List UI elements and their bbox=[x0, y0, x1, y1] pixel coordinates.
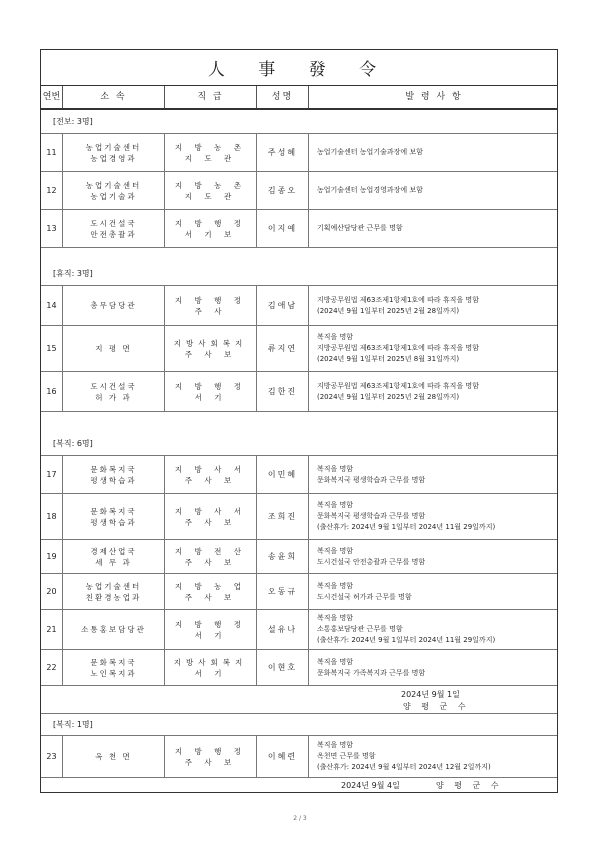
row-department bbox=[63, 286, 165, 325]
row-description-line: 기획예산담당관 근무를 명함 bbox=[317, 224, 403, 232]
row-number bbox=[41, 286, 63, 325]
table-row bbox=[41, 172, 557, 210]
page-title: 人 事 發 令 bbox=[41, 50, 557, 86]
row-rank-line: 지 방 행 정 bbox=[174, 295, 247, 305]
row-name bbox=[257, 210, 309, 247]
row-description-line: (출산휴가: 2024년 9월 1일부터 2024년 11월 29일까지) bbox=[317, 523, 496, 531]
row-description-line: 농업기술센터 농업기술과장에 보함 bbox=[317, 148, 423, 156]
row-name-line: 김애남 bbox=[267, 301, 298, 310]
row-rank-line: 지 방 행 정 bbox=[174, 746, 247, 756]
row-number bbox=[41, 326, 63, 371]
row-name-line: 송윤희 bbox=[267, 552, 298, 561]
row-name bbox=[257, 650, 309, 685]
row-rank-line: 지방사회복지 bbox=[173, 338, 248, 348]
row-description-line: 지방공무원법 제63조제1항제1호에 따라 휴직을 명함 bbox=[317, 295, 479, 304]
row-name bbox=[257, 286, 309, 325]
row-description-line: (2024년 9월 1일부터 2025년 8월 31일까지) bbox=[317, 355, 460, 363]
table-row bbox=[41, 286, 557, 326]
row-description bbox=[309, 172, 557, 209]
row-description bbox=[309, 456, 557, 493]
row-description-line: (2024년 9월 1일부터 2025년 2월 28일까지) bbox=[317, 306, 460, 315]
row-number bbox=[41, 610, 63, 649]
row-number bbox=[41, 210, 63, 247]
row-department-line: 평생학습과 bbox=[90, 517, 137, 527]
row-rank bbox=[165, 540, 257, 573]
row-name-line: 이현호 bbox=[267, 663, 298, 672]
row-name bbox=[257, 134, 309, 171]
row-number bbox=[41, 650, 63, 685]
section-return: [복직: 6명] bbox=[41, 432, 557, 456]
row-description-line: 복직을 명함 bbox=[317, 546, 354, 555]
row-department-line: 안전총괄과 bbox=[90, 229, 137, 239]
table-row bbox=[41, 456, 557, 494]
row-department bbox=[63, 574, 165, 609]
row-rank-line: 서 기 bbox=[194, 392, 227, 402]
row-name bbox=[257, 574, 309, 609]
row-description bbox=[309, 736, 557, 777]
row-department-line: 문화복지국 bbox=[90, 506, 137, 516]
row-number-line: 15 bbox=[46, 344, 57, 353]
row-rank-line: 서 기 bbox=[194, 668, 227, 678]
row-rank-line: 주 사 보 bbox=[184, 517, 237, 527]
row-department-line: 도시건설국 bbox=[90, 381, 137, 391]
page-number: 2 / 3 bbox=[293, 815, 307, 822]
row-number-line: 20 bbox=[46, 587, 57, 596]
row-description bbox=[309, 372, 557, 411]
row-rank-line: 지 방 전 산 bbox=[174, 546, 247, 556]
header-desc: 발 령 사 항 bbox=[405, 92, 463, 102]
row-name-line: 이혜련 bbox=[267, 752, 298, 761]
row-description-line: 복직을 명함 bbox=[317, 501, 354, 509]
table-row bbox=[41, 540, 557, 574]
row-name-line: 조희진 bbox=[267, 512, 298, 521]
row-number-line: 14 bbox=[46, 301, 57, 310]
row-description-line: 복직을 명함 bbox=[317, 614, 354, 622]
row-name-line: 주성혜 bbox=[267, 148, 298, 157]
row-rank-line: 주 사 보 bbox=[184, 757, 237, 767]
table-row bbox=[41, 372, 557, 412]
table-row bbox=[41, 574, 557, 610]
table-row bbox=[41, 650, 557, 686]
section-return-2: [복직: 1명] bbox=[41, 714, 557, 736]
row-department bbox=[63, 610, 165, 649]
row-rank bbox=[165, 574, 257, 609]
section-transfer: [전보: 3명] bbox=[41, 110, 557, 134]
row-description bbox=[309, 540, 557, 573]
row-number-line: 16 bbox=[46, 387, 57, 396]
row-rank bbox=[165, 286, 257, 325]
section-leave: [휴직: 3명] bbox=[41, 262, 557, 286]
row-description-line: 문화복지국 평생학습과 근무를 명함 bbox=[317, 512, 426, 520]
row-rank bbox=[165, 134, 257, 171]
sign-org-2: 양 평 군 수 bbox=[436, 781, 503, 790]
row-description-line: (출산휴가: 2024년 9월 4일부터 2024년 12월 2일까지) bbox=[317, 763, 491, 771]
header-name: 성명 bbox=[257, 86, 309, 108]
header-dept: 소 속 bbox=[63, 86, 165, 108]
row-number bbox=[41, 494, 63, 539]
row-rank-line: 지방사회복지 bbox=[173, 657, 248, 667]
row-rank-line: 서 기 bbox=[194, 630, 227, 640]
row-name-line: 류지연 bbox=[267, 344, 298, 353]
table-row bbox=[41, 494, 557, 540]
row-description-line: 지방공무원법 제63조제1항제1호에 따라 휴직을 명함 bbox=[317, 381, 479, 390]
row-number-line: 13 bbox=[46, 224, 57, 233]
row-description-line: 복직을 명함 bbox=[317, 581, 354, 590]
row-description bbox=[309, 210, 557, 247]
row-rank bbox=[165, 610, 257, 649]
row-rank-line: 지 방 사 서 bbox=[174, 464, 247, 474]
row-department-line: 농업기술센터 bbox=[85, 180, 142, 190]
row-description bbox=[309, 610, 557, 649]
row-department bbox=[63, 494, 165, 539]
row-number-line: 12 bbox=[46, 186, 57, 195]
row-department-line: 소통홍보담당관 bbox=[81, 625, 146, 634]
row-department-line: 농업기술센터 bbox=[85, 581, 142, 591]
row-number bbox=[41, 172, 63, 209]
row-name-line: 설유나 bbox=[267, 625, 298, 634]
row-rank bbox=[165, 736, 257, 777]
row-department bbox=[63, 172, 165, 209]
row-department-line: 옥 천 면 bbox=[95, 752, 132, 761]
row-rank-line: 지 방 농 촌 bbox=[174, 142, 247, 152]
row-rank bbox=[165, 456, 257, 493]
row-department-line: 지 평 면 bbox=[95, 344, 132, 353]
row-number bbox=[41, 574, 63, 609]
row-description bbox=[309, 650, 557, 685]
row-rank-line: 주 사 보 bbox=[184, 557, 237, 567]
row-description-line: 농업기술센터 농업경영과장에 보함 bbox=[317, 186, 423, 194]
row-department-line: 노인복지과 bbox=[90, 668, 137, 678]
row-rank bbox=[165, 326, 257, 371]
row-description-line: 복직을 명함 bbox=[317, 333, 354, 341]
row-name bbox=[257, 172, 309, 209]
row-description-line: 옥천면 근무를 명함 bbox=[317, 752, 376, 760]
row-department-line: 친환경농업과 bbox=[85, 592, 142, 602]
row-department-line: 문화복지국 bbox=[90, 464, 137, 474]
row-description-line: 도시건설국 허가과 근무를 명함 bbox=[317, 592, 412, 601]
row-department-line: 농업기술센터 bbox=[85, 142, 142, 152]
sign-org: 양 평 군 수 bbox=[403, 702, 470, 711]
row-department-line: 평생학습과 bbox=[90, 475, 137, 485]
row-rank-line: 주 사 보 bbox=[184, 475, 237, 485]
row-number-line: 11 bbox=[46, 148, 57, 157]
row-description bbox=[309, 326, 557, 371]
row-description-line: (출산휴가: 2024년 9월 1일부터 2024년 11월 29일까지) bbox=[317, 636, 496, 644]
row-description bbox=[309, 286, 557, 325]
row-rank bbox=[165, 650, 257, 685]
row-rank-line: 서 기 보 bbox=[184, 229, 237, 239]
row-name bbox=[257, 494, 309, 539]
row-number bbox=[41, 540, 63, 573]
row-department bbox=[63, 210, 165, 247]
row-department-line: 문화복지국 bbox=[90, 657, 137, 667]
row-number bbox=[41, 736, 63, 777]
row-number bbox=[41, 134, 63, 171]
row-rank-line: 지 방 사 서 bbox=[174, 506, 247, 516]
row-description-line: (2024년 9월 1일부터 2025년 2월 28일까지) bbox=[317, 392, 460, 401]
row-name-line: 김종오 bbox=[267, 186, 298, 195]
row-number-line: 22 bbox=[46, 663, 57, 672]
table-row bbox=[41, 736, 557, 778]
row-name-line: 이민혜 bbox=[267, 470, 298, 479]
row-description-line: 도시건설국 안전총괄과 근무를 명함 bbox=[317, 557, 426, 566]
row-name bbox=[257, 736, 309, 777]
row-department-line: 농업경영과 bbox=[90, 153, 137, 163]
row-description bbox=[309, 574, 557, 609]
row-name-line: 오동규 bbox=[267, 587, 298, 596]
row-department-line: 도시건설국 bbox=[90, 218, 137, 228]
row-name bbox=[257, 456, 309, 493]
row-description-line: 복직을 명함 bbox=[317, 464, 354, 473]
row-description-line: 소통홍보담당관 근무를 명함 bbox=[317, 625, 403, 633]
row-department-line: 경제산업국 bbox=[90, 546, 137, 556]
row-description-line: 지방공무원법 제63조제1항제1호에 따라 휴직을 명함 bbox=[317, 344, 479, 352]
row-name-line: 김한진 bbox=[267, 387, 298, 396]
row-department bbox=[63, 540, 165, 573]
signature-block-2 bbox=[41, 778, 557, 794]
sign-date: 2024년 9월 1일 bbox=[401, 690, 460, 699]
row-number-line: 17 bbox=[46, 470, 57, 479]
row-department-line: 총무담당관 bbox=[90, 301, 137, 310]
sign-date-2: 2024년 9월 4일 bbox=[341, 781, 400, 790]
row-rank bbox=[165, 172, 257, 209]
row-rank-line: 지 방 행 정 bbox=[174, 381, 247, 391]
row-name bbox=[257, 540, 309, 573]
row-number bbox=[41, 372, 63, 411]
header-no: 연번 bbox=[41, 86, 63, 108]
table-header bbox=[41, 86, 557, 110]
row-name bbox=[257, 372, 309, 411]
row-number bbox=[41, 456, 63, 493]
personnel-order-table bbox=[40, 49, 558, 793]
row-number-line: 19 bbox=[46, 552, 57, 561]
row-department bbox=[63, 650, 165, 685]
row-department-line: 농업기술과 bbox=[90, 191, 137, 201]
row-rank bbox=[165, 210, 257, 247]
row-description-line: 복직을 명함 bbox=[317, 741, 354, 749]
row-description-line: 문화복지국 가족복지과 근무를 명함 bbox=[317, 668, 426, 677]
row-rank-line: 지 도 관 bbox=[184, 191, 237, 201]
row-department bbox=[63, 326, 165, 371]
row-rank bbox=[165, 494, 257, 539]
row-department-line: 세 무 과 bbox=[95, 557, 132, 567]
row-name bbox=[257, 610, 309, 649]
row-description bbox=[309, 134, 557, 171]
row-number-line: 18 bbox=[46, 512, 57, 521]
row-description bbox=[309, 494, 557, 539]
row-rank-line: 주 사 보 bbox=[184, 592, 237, 602]
row-rank-line: 주 사 보 bbox=[184, 349, 237, 359]
row-department bbox=[63, 134, 165, 171]
table-row bbox=[41, 326, 557, 372]
row-rank-line: 지 방 농 촌 bbox=[174, 180, 247, 190]
row-number-line: 23 bbox=[46, 752, 57, 761]
row-department-line: 허 가 과 bbox=[95, 392, 132, 402]
table-row bbox=[41, 610, 557, 650]
signature-block-1 bbox=[41, 686, 557, 714]
row-rank-line: 주 사 bbox=[194, 306, 227, 316]
row-name-line: 이지예 bbox=[267, 224, 298, 233]
row-rank-line: 지 방 행 정 bbox=[174, 619, 247, 629]
row-description-line: 복직을 명함 bbox=[317, 657, 354, 666]
header-rank: 직 급 bbox=[165, 86, 257, 108]
row-department bbox=[63, 372, 165, 411]
table-row bbox=[41, 134, 557, 172]
row-rank-line: 지 방 농 업 bbox=[174, 581, 247, 591]
row-rank-line: 지 도 관 bbox=[184, 153, 237, 163]
row-department bbox=[63, 456, 165, 493]
row-department bbox=[63, 736, 165, 777]
row-description-line: 문화복지국 평생학습과 근무를 명함 bbox=[317, 475, 426, 484]
row-rank bbox=[165, 372, 257, 411]
row-name bbox=[257, 326, 309, 371]
row-number-line: 21 bbox=[46, 625, 57, 634]
table-row bbox=[41, 210, 557, 248]
row-rank-line: 지 방 행 정 bbox=[174, 218, 247, 228]
